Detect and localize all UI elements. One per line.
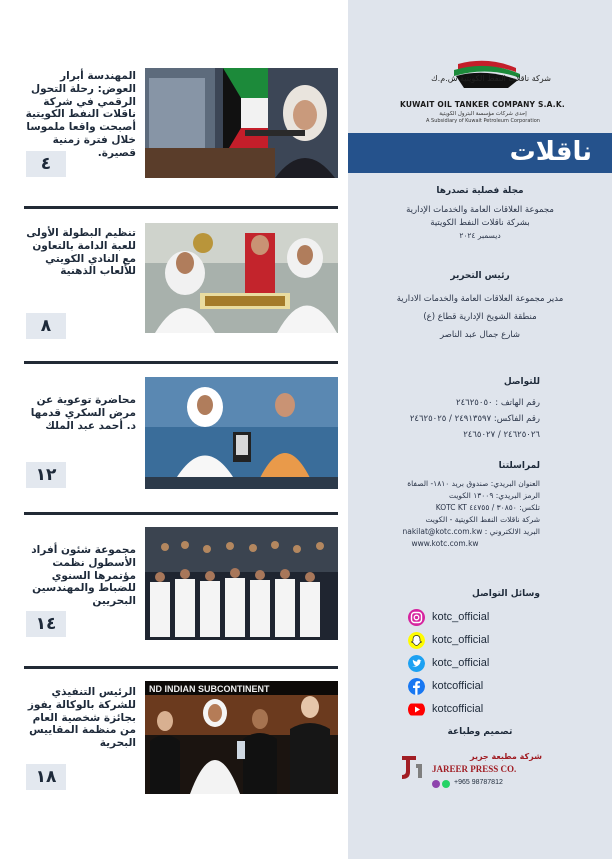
article-item[interactable] (24, 60, 338, 180)
social-handle: kotcofficial (432, 703, 484, 715)
company-logo (368, 58, 598, 128)
publisher-line: مجموعة العلاقات العامة والخدمات الإدارية (406, 205, 554, 215)
jareer-press-logo (388, 750, 568, 796)
instagram-icon (408, 609, 425, 626)
mailing-line: شركة ناقلات النفط الكويتية - الكويت (425, 515, 540, 524)
article-photo-lecture-award (145, 377, 338, 489)
social-handle: kotc_official (432, 657, 490, 669)
article-photo-dama-tournament (145, 223, 338, 333)
snapchat-icon (408, 632, 425, 649)
fax-line: رقم الفاكس: ٢٤٩١٣٥٩٧ / ٢٤٦٢٥٠٢٥ (409, 414, 540, 425)
mailing-section (350, 461, 540, 550)
viber-icon (432, 780, 440, 788)
jareer-press-icon (396, 752, 426, 782)
social-youtube[interactable] (408, 701, 548, 719)
issue-date: ديسمبر ٢٠٢٤ (459, 231, 501, 241)
magazine-title-bar (348, 133, 612, 173)
social-instagram[interactable] (408, 609, 548, 627)
telex-line: تلكس: ٣٠٨٥٠ / ٤٤٧٥٥ KOTC KT (435, 503, 540, 512)
publisher-section (348, 186, 612, 242)
social-facebook[interactable] (408, 678, 548, 696)
article-caption: تنظيم البطولة الأولى للعبة الدامة بالتعاون مع النادي الكويتي للألعاب الذهنية (26, 227, 136, 278)
fax-line-2: ٢٤٦٢٥٠٢٦ / ٢٤٦٥٠٢٧ (463, 430, 540, 441)
publisher-line: بشركة ناقلات النفط الكويتية (430, 218, 530, 229)
logo-arabic-name: شركة ناقلات النفط الكويتية ش.م.ك (431, 74, 551, 83)
mailing-line: الرمز البريدي: ١٣٠٠٩ الكويت (448, 491, 540, 500)
editor-section (348, 271, 612, 345)
article-caption: الرئيس التنفيذي للشركة بالوكالة يفوز بجائزة شخصية العام من منظمة المقاييس البحرية (27, 686, 136, 750)
press-name-english: JAREER PRESS CO. (432, 764, 517, 774)
phone-line: رقم الهاتف : ٢٤٦٢٥٠٥٠ (456, 398, 540, 408)
social-handle: kotcofficial (432, 680, 484, 692)
social-snapchat[interactable] (408, 632, 548, 650)
editor-line: شارع جمال عبد الناصر (439, 329, 521, 340)
article-item[interactable] (24, 676, 338, 796)
section-divider (24, 666, 338, 669)
facebook-icon (408, 678, 425, 695)
social-twitter[interactable] (408, 655, 548, 673)
section-divider (24, 512, 338, 515)
article-item[interactable] (24, 215, 338, 335)
editor-heading: رئيس التحرير (450, 271, 510, 281)
section-divider (24, 206, 338, 209)
award-banner-text: ND INDIAN SUBCONTINENT (149, 684, 270, 694)
logo-english-name: KUWAIT OIL TANKER COMPANY S.A.K. (400, 100, 565, 109)
youtube-icon (408, 701, 425, 718)
section-divider (24, 361, 338, 364)
logo-subsidiary-arabic: إحدى شركات مؤسسة البترول الكويتية (439, 111, 527, 117)
page-number: ٨ (26, 313, 66, 339)
article-photo-speaker (145, 68, 338, 178)
logo-subsidiary-english: A Subsidiary of Kuwait Petroleum Corporation (426, 118, 540, 124)
design-heading: تصميم وطباعة (447, 727, 513, 737)
design-section (348, 727, 612, 737)
mailing-heading: لمراسلتنا (498, 461, 540, 471)
editor-line: منطقة الشويخ الإدارية قطاع (ع) (423, 311, 537, 322)
website-link[interactable]: www.kotc.com.kw (411, 539, 479, 548)
press-name-arabic: شركة مطبعة جرير (469, 752, 542, 761)
contact-heading: للتواصل (503, 377, 540, 387)
article-item[interactable] (24, 522, 338, 642)
social-heading: وسائل التواصل (472, 589, 540, 599)
social-handle: kotc_official (432, 634, 490, 646)
masthead-sidebar (348, 0, 612, 859)
contact-section (350, 377, 540, 443)
email-link[interactable]: البريد الالكتروني : nakilat@kotc.com.kw (402, 527, 540, 536)
twitter-icon (408, 655, 425, 672)
article-caption: مجموعة شئون أفراد الأسطول نظمت مؤتمرها السنوي للضباط والمهندسين البحريين (31, 544, 136, 608)
editor-line: مدير مجموعة العلاقات العامة والخدمات الادارية (396, 294, 564, 304)
page-number: ١٨ (26, 764, 66, 790)
article-caption: محاضرة توعوية عن مرض السكري قدمها د. أحمد عبد الملك (30, 394, 136, 432)
publisher-heading: مجلة فصلية تصدرها (436, 186, 524, 196)
article-photo-conference-group (145, 527, 338, 640)
social-handle: kotc_official (432, 611, 490, 623)
press-phone: +965 98787812 (454, 779, 503, 786)
whatsapp-icon (442, 780, 450, 788)
page-number: ١٢ (26, 462, 66, 488)
article-caption: المهندسة أبرار العوض: رحلة التحول الرقمي في شركة ناقلات النفط الكويتية أصبحت واقعا ملموسا خلال فترة زمنية قصيرة. (25, 70, 136, 159)
social-heading-wrap (350, 589, 540, 599)
article-item[interactable] (24, 372, 338, 492)
page-number: ٤ (26, 151, 66, 177)
magazine-title: ناقلات (509, 137, 592, 167)
article-photo-award-ceremony (145, 681, 338, 794)
mailing-line: العنوان البريدي: صندوق بريد ١٨١٠- الصفاة (407, 479, 540, 488)
page-number: ١٤ (26, 611, 66, 637)
